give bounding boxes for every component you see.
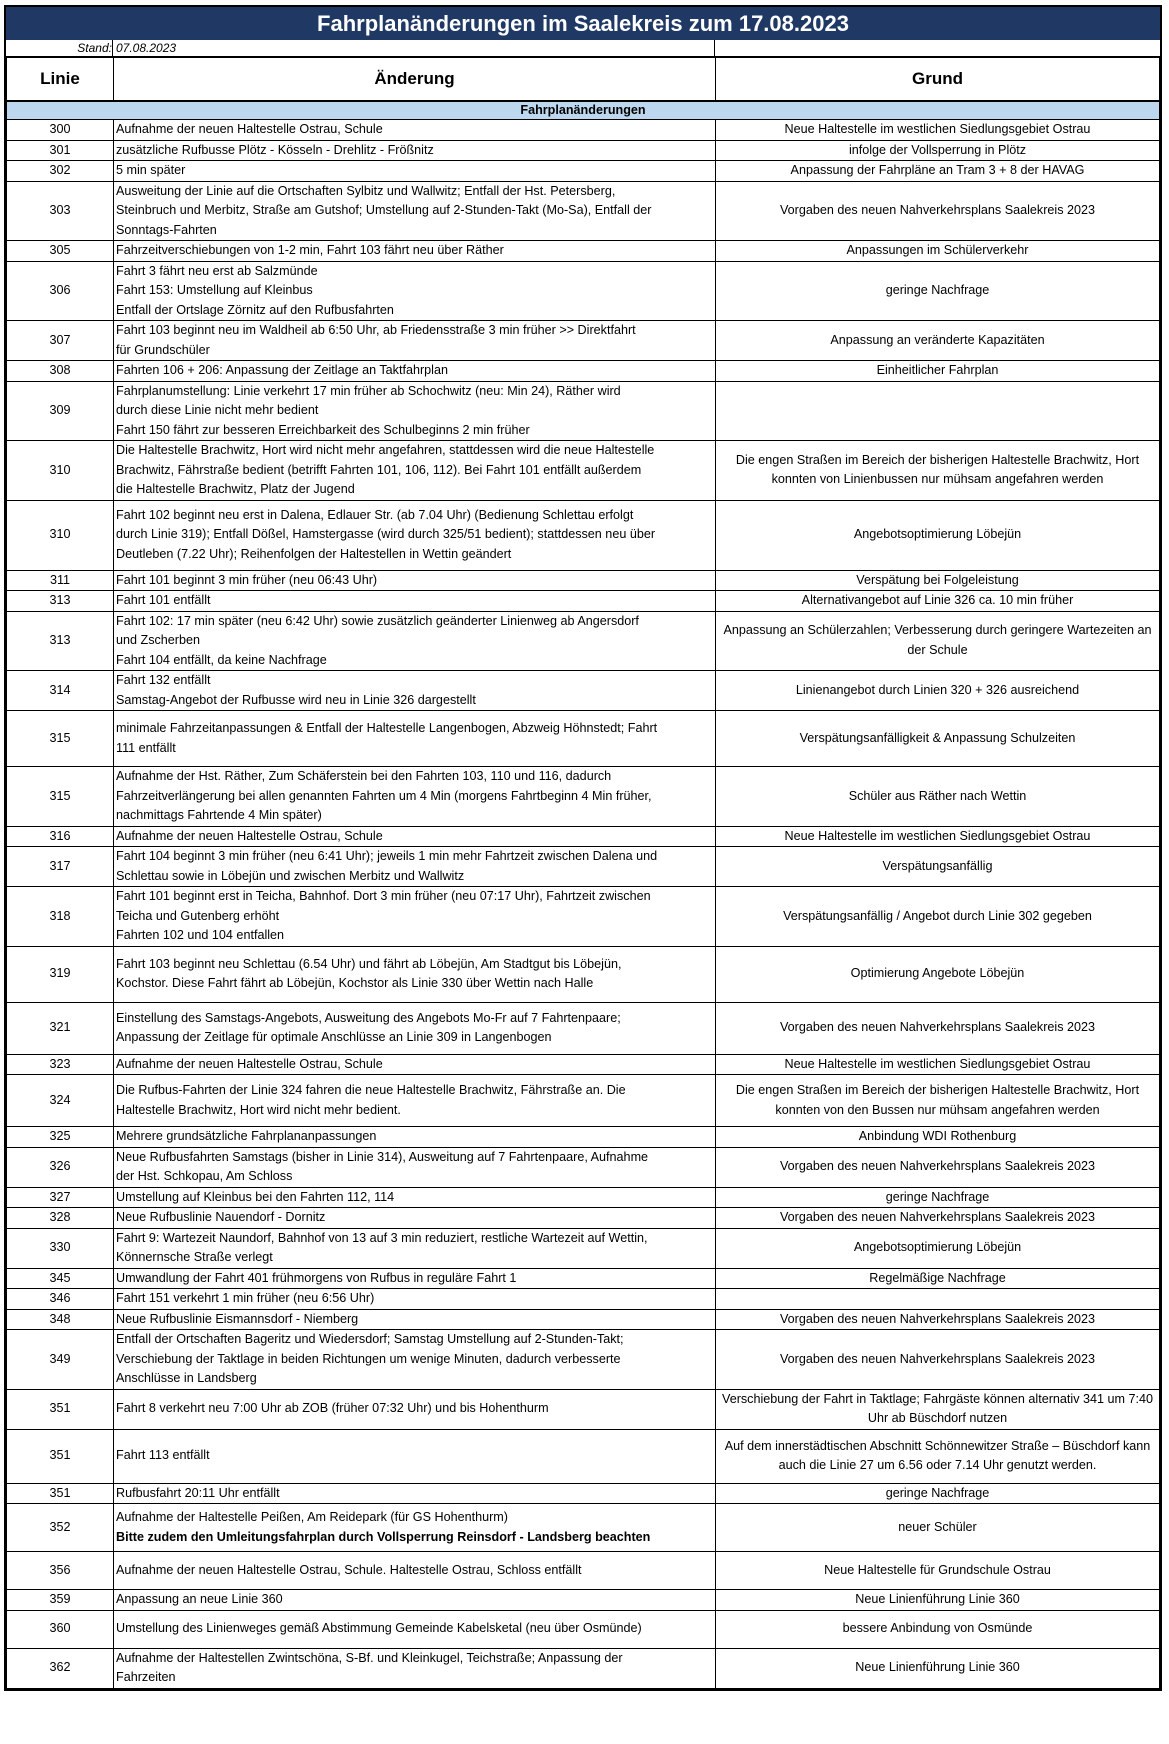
aenderung-cell: [114, 1075, 716, 1127]
aenderung-cell: [114, 1268, 716, 1289]
aenderung-line: Fahrt 153: Umstellung auf Kleinbus: [116, 283, 313, 297]
aenderung-line: Aufnahme der neuen Haltestelle Ostrau, Schule. Haltestelle Ostrau, Schloss entfällt: [116, 1562, 582, 1577]
grund-cell: Neue Haltestelle im westlichen Siedlungsgebiet Ostrau: [716, 120, 1160, 141]
table-row: [7, 591, 1160, 612]
grund-cell: Verschiebung der Fahrt in Taktlage; Fahrgäste können alternativ 341 um 7:40 Uhr ab Büschdorf nutzen: [716, 1389, 1160, 1429]
table-row: [7, 1552, 1160, 1590]
grund-cell: Neue Haltestelle für Grundschule Ostrau: [716, 1552, 1160, 1590]
grund-cell: Alternativangebot auf Linie 326 ca. 10 min früher: [716, 591, 1160, 612]
linie-cell: 314: [7, 671, 114, 711]
aenderung-line: Anpassung an neue Linie 360: [116, 1592, 283, 1606]
linie-cell: 360: [7, 1610, 114, 1648]
aenderung-line: Umstellung des Linienweges gemäß Abstimmung Gemeinde Kabelsketal (neu über Osmünde): [116, 1621, 642, 1636]
aenderung-line: Fahrt 103 beginnt neu Schlettau (6.54 Uhr) und fährt ab Löbejün, Am Stadtgut bis Löbejün,: [116, 956, 622, 971]
aenderung-line: Umwandlung der Fahrt 401 frühmorgens von Rufbus in reguläre Fahrt 1: [116, 1270, 517, 1285]
grund-cell: bessere Anbindung von Osmünde: [716, 1610, 1160, 1648]
linie-cell: 309: [7, 381, 114, 441]
table-row: [7, 361, 1160, 382]
aenderung-line: Entfall der Ortschaften Bageritz und Wiedersdorf; Samstag Umstellung auf 2-Stunden-Takt;: [116, 1332, 624, 1346]
linie-cell: 326: [7, 1147, 114, 1187]
aenderung-line: Fahrplanumstellung: Linie verkehrt 17 min früher ab Schochwitz (neu: Min 24), Räther wird: [116, 383, 621, 398]
table-row: [7, 946, 1160, 1002]
aenderung-line: Mehrere grundsätzliche Fahrplananpassungen: [116, 1129, 377, 1143]
grund-cell: Verspätungsanfällig / Angebot durch Linie 302 gegeben: [716, 887, 1160, 947]
linie-cell: 317: [7, 847, 114, 887]
aenderung-line: Fahrzeiten: [116, 1670, 176, 1684]
grund-cell: Schüler aus Räther nach Wettin: [716, 767, 1160, 827]
aenderung-cell: [114, 1054, 716, 1075]
aenderung-line: Fahrt 132 entfällt: [116, 673, 211, 687]
aenderung-cell: [114, 1389, 716, 1429]
grund-cell: Vorgaben des neuen Nahverkehrsplans Saalekreis 2023: [716, 1208, 1160, 1229]
aenderung-line: Könnernsche Straße verlegt: [116, 1250, 273, 1264]
table-row: [7, 161, 1160, 182]
aenderung-line: Fahrt 3 fährt neu erst ab Salzmünde: [116, 263, 318, 278]
grund-cell: Die engen Straßen im Bereich der bisherigen Haltestelle Brachwitz, Hort konnten von den Bussen nur mühsam angefahren werden: [716, 1075, 1160, 1127]
aenderung-cell: [114, 1483, 716, 1504]
table-row: [7, 570, 1160, 591]
linie-cell: 318: [7, 887, 114, 947]
aenderung-line: Fahrten 106 + 206: Anpassung der Zeitlage an Taktfahrplan: [116, 363, 448, 377]
header-row: [7, 58, 1160, 102]
linie-cell: 356: [7, 1552, 114, 1590]
linie-cell: 348: [7, 1309, 114, 1330]
aenderung-line: Aufnahme der Hst. Räther, Zum Schäferstein bei den Fahrten 103, 110 und 116, dadurch: [116, 769, 612, 783]
linie-cell: 302: [7, 161, 114, 182]
aenderung-line: Fahrzeitverschiebungen von 1-2 min, Fahrt 103 fährt neu über Räther: [116, 243, 504, 257]
aenderung-line: Aufnahme der Haltestelle Peißen, Am Reidepark (für GS Hohenthurm): [116, 1510, 508, 1524]
aenderung-line: Fahrt 150 fährt zur besseren Erreichbarkeit des Schulbeginns 2 min früher: [116, 422, 530, 437]
aenderung-line: Aufnahme der neuen Haltestelle Ostrau, Schule: [116, 828, 383, 843]
table-row: [7, 847, 1160, 887]
aenderung-cell: [114, 181, 716, 241]
linie-cell: 324: [7, 1075, 114, 1127]
aenderung-cell: [114, 1147, 716, 1187]
aenderung-line: Entfall der Ortslage Zörnitz auf den Rufbusfahrten: [116, 302, 394, 317]
aenderung-line: Anschlüsse in Landsberg: [116, 1371, 257, 1385]
grund-cell: Angebotsoptimierung Löbejün: [716, 500, 1160, 570]
grund-cell: [716, 381, 1160, 441]
grund-cell: Verspätungsanfälligkeit & Anpassung Schulzeiten: [716, 711, 1160, 767]
aenderung-line: 111 entfällt: [116, 740, 176, 755]
aenderung-line: Verschiebung der Taktlage in beiden Richtungen um wenige Minuten, dadurch verbesserte: [116, 1351, 621, 1366]
linie-cell: 327: [7, 1187, 114, 1208]
linie-cell: 307: [7, 321, 114, 361]
grund-cell: Regelmäßige Nachfrage: [716, 1268, 1160, 1289]
linie-cell: 352: [7, 1504, 114, 1552]
linie-cell: 319: [7, 946, 114, 1002]
table-row: [7, 381, 1160, 441]
aenderung-cell: [114, 1289, 716, 1310]
aenderung-cell: [114, 1552, 716, 1590]
grund-cell: Anpassung der Fahrpläne an Tram 3 + 8 der HAVAG: [716, 161, 1160, 182]
aenderung-line: 5 min später: [116, 163, 186, 177]
aenderung-cell: [114, 381, 716, 441]
table-row: [7, 1054, 1160, 1075]
aenderung-line: Fahrt 8 verkehrt neu 7:00 Uhr ab ZOB (früher 07:32 Uhr) und bis Hohenthurm: [116, 1401, 549, 1416]
aenderung-line: nachmittags Fahrtende 4 Min später): [116, 808, 322, 822]
header-grund: Grund: [716, 58, 1160, 102]
aenderung-line: Kochstor. Diese Fahrt fährt ab Löbejün, Kochstor als Linie 330 über Wettin nach Halle: [116, 976, 594, 990]
linie-cell: 346: [7, 1289, 114, 1310]
aenderung-cell: [114, 361, 716, 382]
table-row: [7, 1075, 1160, 1127]
grund-cell: Vorgaben des neuen Nahverkehrsplans Saalekreis 2023: [716, 1147, 1160, 1187]
grund-cell: Neue Haltestelle im westlichen Siedlungsgebiet Ostrau: [716, 826, 1160, 847]
aenderung-line: Sonntags-Fahrten: [116, 222, 217, 237]
table-row: [7, 767, 1160, 827]
table-row: [7, 241, 1160, 262]
linie-cell: 300: [7, 120, 114, 141]
linie-cell: 351: [7, 1429, 114, 1483]
aenderung-line: Fahrt 104 beginnt 3 min früher (neu 6:41 Uhr); jeweils 1 min mehr Fahrtzeit zwischen Dalena und: [116, 849, 658, 863]
aenderung-cell: [114, 1187, 716, 1208]
aenderung-line: Fahrt 104 entfällt, da keine Nachfrage: [116, 652, 327, 667]
timetable-sheet: [4, 5, 1162, 1691]
section-label: Fahrplanänderungen: [7, 101, 1160, 120]
aenderung-cell: [114, 611, 716, 671]
linie-cell: 310: [7, 500, 114, 570]
table-row: [7, 1268, 1160, 1289]
aenderung-line: durch Linie 319); Entfall Dößel, Hamstergasse (wird durch 325/51 bedient); stattdessen neu über: [116, 527, 656, 542]
aenderung-line: Neue Rufbuslinie Eismannsdorf - Niemberg: [116, 1311, 359, 1326]
linie-cell: 325: [7, 1127, 114, 1148]
header-linie: Linie: [7, 58, 114, 102]
linie-cell: 301: [7, 140, 114, 161]
aenderung-line: Fahrt 113 entfällt: [116, 1448, 210, 1463]
linie-cell: 305: [7, 241, 114, 262]
aenderung-line: Deutleben (7.22 Uhr); Reihenfolgen der Haltestellen in Wettin geändert: [116, 546, 512, 561]
grund-cell: Vorgaben des neuen Nahverkehrsplans Saalekreis 2023: [716, 1330, 1160, 1390]
grund-cell: Die engen Straßen im Bereich der bisherigen Haltestelle Brachwitz, Hort konnten von Linienbussen nur mühsam angefahren werden: [716, 441, 1160, 501]
linie-cell: 349: [7, 1330, 114, 1390]
section-row: [7, 101, 1160, 120]
aenderung-line: Neue Rufbuslinie Nauendorf - Dornitz: [116, 1210, 326, 1224]
linie-cell: 345: [7, 1268, 114, 1289]
linie-cell: 323: [7, 1054, 114, 1075]
aenderung-cell: [114, 120, 716, 141]
aenderung-line: minimale Fahrzeitanpassungen & Entfall der Haltestelle Langenbogen, Abzweig Höhnstedt; Fahrt: [116, 721, 658, 735]
aenderung-line: der Hst. Schkopau, Am Schloss: [116, 1169, 293, 1183]
linie-cell: 362: [7, 1648, 114, 1688]
table-row: [7, 671, 1160, 711]
table-row: [7, 1187, 1160, 1208]
linie-cell: 328: [7, 1208, 114, 1229]
aenderung-cell: [114, 711, 716, 767]
linie-cell: 351: [7, 1389, 114, 1429]
stand-date: 07.08.2023: [116, 41, 177, 55]
aenderung-cell: [114, 1590, 716, 1611]
grund-cell: geringe Nachfrage: [716, 261, 1160, 321]
table-row: [7, 1309, 1160, 1330]
table-row: [7, 1610, 1160, 1648]
table-row: [7, 1002, 1160, 1054]
aenderung-cell: [114, 321, 716, 361]
table-row: [7, 1483, 1160, 1504]
aenderung-line: Fahrt 9: Wartezeit Naundorf, Bahnhof von 13 auf 3 min reduziert, restliche Wartezeit auf Wettin,: [116, 1230, 648, 1245]
aenderung-cell: [114, 1429, 716, 1483]
grund-cell: [716, 1289, 1160, 1310]
linie-cell: 308: [7, 361, 114, 382]
table-row: [7, 500, 1160, 570]
table-row: [7, 1330, 1160, 1390]
aenderung-line: Fahrt 151 verkehrt 1 min früher (neu 6:56 Uhr): [116, 1291, 375, 1305]
aenderung-line: Die Haltestelle Brachwitz, Hort wird nicht mehr angefahren, stattdessen wird die neue Haltestelle: [116, 443, 655, 457]
linie-cell: 306: [7, 261, 114, 321]
aenderung-line: Aufnahme der neuen Haltestelle Ostrau, Schule: [116, 1056, 383, 1071]
aenderung-line: Haltestelle Brachwitz, Hort wird nicht mehr bedient.: [116, 1102, 401, 1117]
grund-cell: Einheitlicher Fahrplan: [716, 361, 1160, 382]
table-row: [7, 1648, 1160, 1688]
table-row: [7, 181, 1160, 241]
grund-cell: Anbindung WDI Rothenburg: [716, 1127, 1160, 1148]
aenderung-cell: [114, 946, 716, 1002]
table-row: [7, 611, 1160, 671]
grund-cell: neuer Schüler: [716, 1504, 1160, 1552]
header-aenderung: Änderung: [114, 58, 716, 102]
changes-table: [6, 57, 1160, 1689]
aenderung-line: Umstellung auf Kleinbus bei den Fahrten 112, 114: [116, 1189, 395, 1204]
aenderung-cell: [114, 441, 716, 501]
aenderung-cell: [114, 1228, 716, 1268]
aenderung-cell: [114, 1208, 716, 1229]
aenderung-line: und Zscherben: [116, 633, 201, 647]
aenderung-line: Teicha und Gutenberg erhöht: [116, 908, 280, 923]
grund-cell: Optimierung Angebote Löbejün: [716, 946, 1160, 1002]
aenderung-cell: [114, 1127, 716, 1148]
linie-cell: 313: [7, 611, 114, 671]
linie-cell: 316: [7, 826, 114, 847]
aenderung-line: Samstag-Angebot der Rufbusse wird neu in Linie 326 dargestellt: [116, 692, 476, 707]
aenderung-line: Aufnahme der neuen Haltestelle Ostrau, Schule: [116, 122, 383, 136]
stand-row: [6, 40, 1160, 57]
table-row: [7, 1228, 1160, 1268]
table-row: [7, 1389, 1160, 1429]
table-row: [7, 261, 1160, 321]
linie-cell: 313: [7, 591, 114, 612]
table-row: [7, 1208, 1160, 1229]
aenderung-cell: [114, 261, 716, 321]
aenderung-cell: [114, 500, 716, 570]
aenderung-line: Fahrzeitverlängerung bei allen genannten Fahrten um 4 Min (morgens Fahrtbeginn 4 Min früher,: [116, 788, 652, 803]
grund-cell: Vorgaben des neuen Nahverkehrsplans Saalekreis 2023: [716, 1309, 1160, 1330]
linie-cell: 351: [7, 1483, 114, 1504]
grund-cell: Vorgaben des neuen Nahverkehrsplans Saalekreis 2023: [716, 1002, 1160, 1054]
grund-cell: Angebotsoptimierung Löbejün: [716, 1228, 1160, 1268]
table-row: [7, 887, 1160, 947]
page-title: Fahrplanänderungen im Saalekreis zum 17.08.2023: [6, 7, 1160, 40]
linie-cell: 310: [7, 441, 114, 501]
aenderung-line: zusätzliche Rufbusse Plötz - Kösseln - Drehlitz - Frößnitz: [116, 142, 434, 157]
aenderung-cell: [114, 767, 716, 827]
aenderung-line: die Haltestelle Brachwitz, Platz der Jugend: [116, 482, 355, 496]
aenderung-line: Die Rufbus-Fahrten der Linie 324 fahren die neue Haltestelle Brachwitz, Fährstraße an. Die: [116, 1083, 626, 1097]
table-row: [7, 1289, 1160, 1310]
aenderung-cell: [114, 1002, 716, 1054]
aenderung-cell: [114, 1504, 716, 1552]
aenderung-cell: [114, 570, 716, 591]
aenderung-line: Fahrt 103 beginnt neu im Waldheil ab 6:50 Uhr, ab Friedensstraße 3 min früher >> Direktfahrt: [116, 323, 636, 337]
aenderung-cell: [114, 161, 716, 182]
table-row: [7, 140, 1160, 161]
aenderung-cell: [114, 671, 716, 711]
aenderung-line: Fahrt 101 beginnt 3 min früher (neu 06:43 Uhr): [116, 572, 378, 587]
aenderung-line: Anpassung der Zeitlage für optimale Anschlüsse an Linie 309 in Langenbogen: [116, 1030, 552, 1044]
grund-cell: Neue Haltestelle im westlichen Siedlungsgebiet Ostrau: [716, 1054, 1160, 1075]
grund-cell: Neue Linienführung Linie 360: [716, 1590, 1160, 1611]
aenderung-line: Brachwitz, Fährstraße bedient (betrifft Fahrten 101, 106, 112). Bei Fahrt 101 entfällt außerdem: [116, 462, 642, 477]
aenderung-line: Schlettau sowie in Löbejün und zwischen Merbitz und Wallwitz: [116, 868, 465, 883]
aenderung-cell: [114, 1330, 716, 1390]
linie-cell: 359: [7, 1590, 114, 1611]
grund-cell: geringe Nachfrage: [716, 1483, 1160, 1504]
aenderung-cell: [114, 1648, 716, 1688]
aenderung-line: Fahrt 101 entfällt: [116, 593, 211, 607]
aenderung-cell: [114, 887, 716, 947]
grund-cell: Verspätungsanfällig: [716, 847, 1160, 887]
aenderung-cell: [114, 1610, 716, 1648]
aenderung-line: durch diese Linie nicht mehr bedient: [116, 403, 319, 417]
aenderung-line: Einstellung des Samstags-Angebots, Ausweitung des Angebots Mo-Fr auf 7 Fahrtenpaare;: [116, 1010, 621, 1025]
aenderung-line: Bitte zudem den Umleitungsfahrplan durch Vollsperrung Reinsdorf - Landsberg beachten: [116, 1529, 651, 1544]
grund-cell: Anpassungen im Schülerverkehr: [716, 241, 1160, 262]
table-row: [7, 321, 1160, 361]
linie-cell: 321: [7, 1002, 114, 1054]
table-row: [7, 1590, 1160, 1611]
grund-cell: Verspätung bei Folgeleistung: [716, 570, 1160, 591]
aenderung-line: Neue Rufbusfahrten Samstags (bisher in Linie 314), Ausweitung auf 7 Fahrtenpaare, Aufnahme: [116, 1149, 649, 1164]
aenderung-line: Fahrten 102 und 104 entfallen: [116, 928, 285, 942]
grund-cell: Anpassung an veränderte Kapazitäten: [716, 321, 1160, 361]
aenderung-cell: [114, 241, 716, 262]
aenderung-line: Fahrt 102: 17 min später (neu 6:42 Uhr) sowie zusätzlich geänderter Linienweg ab Angersdorf: [116, 613, 639, 628]
linie-cell: 311: [7, 570, 114, 591]
aenderung-cell: [114, 140, 716, 161]
table-row: [7, 441, 1160, 501]
grund-cell: Auf dem innerstädtischen Abschnitt Schönnewitzer Straße – Büschdorf kann auch die Linie 27 um 6.56 oder 7.14 Uhr genutzt werden.: [716, 1429, 1160, 1483]
table-row: [7, 1127, 1160, 1148]
stand-label: Stand:: [77, 41, 112, 55]
linie-cell: 303: [7, 181, 114, 241]
table-row: [7, 1504, 1160, 1552]
aenderung-line: Ausweitung der Linie auf die Ortschaften Sylbitz und Wallwitz; Entfall der Hst. Petersberg,: [116, 183, 616, 198]
table-row: [7, 120, 1160, 141]
aenderung-line: Aufnahme der Haltestellen Zwintschöna, S-Bf. und Kleinkugel, Teichstraße; Anpassung der: [116, 1650, 623, 1665]
grund-cell: Linienangebot durch Linien 320 + 326 ausreichend: [716, 671, 1160, 711]
table-row: [7, 826, 1160, 847]
table-row: [7, 1429, 1160, 1483]
grund-cell: infolge der Vollsperrung in Plötz: [716, 140, 1160, 161]
table-row: [7, 1147, 1160, 1187]
grund-cell: Vorgaben des neuen Nahverkehrsplans Saalekreis 2023: [716, 181, 1160, 241]
aenderung-line: Steinbruch und Merbitz, Straße am Gutshof; Umstellung auf 2-Stunden-Takt (Mo-Sa), Entfall der: [116, 203, 652, 217]
aenderung-line: Fahrt 102 beginnt neu erst in Dalena, Edlauer Str. (ab 7.04 Uhr) (Bedienung Schlettau erfolgt: [116, 507, 634, 522]
aenderung-line: für Grundschüler: [116, 342, 210, 357]
aenderung-cell: [114, 591, 716, 612]
aenderung-line: Rufbusfahrt 20:11 Uhr entfällt: [116, 1485, 280, 1500]
grund-cell: Neue Linienführung Linie 360: [716, 1648, 1160, 1688]
aenderung-line: Fahrt 101 beginnt erst in Teicha, Bahnhof. Dort 3 min früher (neu 07:17 Uhr), Fahrtzeit zwischen: [116, 889, 651, 903]
linie-cell: 315: [7, 711, 114, 767]
linie-cell: 330: [7, 1228, 114, 1268]
aenderung-cell: [114, 1309, 716, 1330]
aenderung-cell: [114, 847, 716, 887]
grund-cell: geringe Nachfrage: [716, 1187, 1160, 1208]
linie-cell: 315: [7, 767, 114, 827]
grund-cell: Anpassung an Schülerzahlen; Verbesserung durch geringere Wartezeiten an der Schule: [716, 611, 1160, 671]
aenderung-cell: [114, 826, 716, 847]
table-row: [7, 711, 1160, 767]
